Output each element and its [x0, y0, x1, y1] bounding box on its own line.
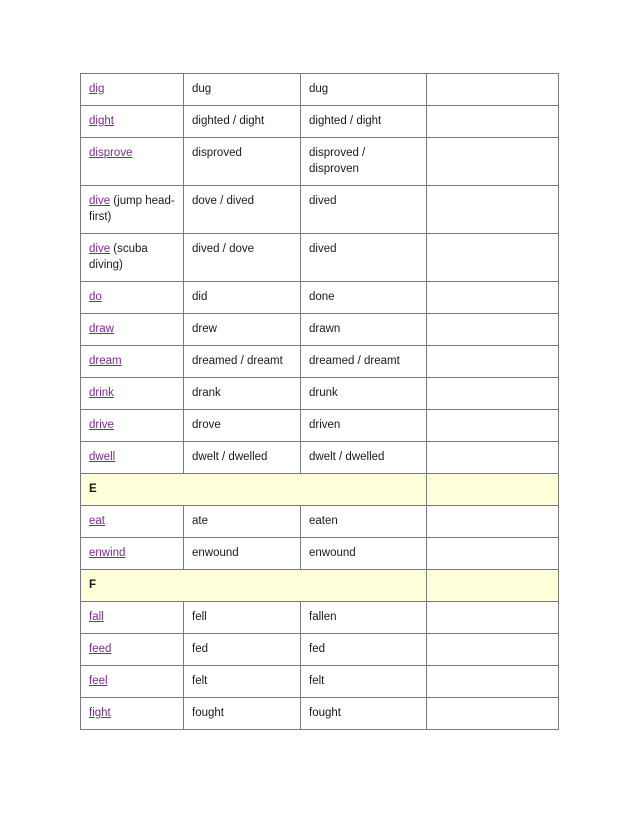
empty-cell — [427, 442, 559, 474]
past-participle-cell: drunk — [301, 378, 427, 410]
past-participle-cell: eaten — [301, 506, 427, 538]
base-form-cell — [81, 698, 184, 730]
past-participle-cell: dived — [301, 186, 427, 234]
empty-cell — [427, 570, 559, 602]
past-participle-cell: enwound — [301, 538, 427, 570]
base-form-cell — [81, 314, 184, 346]
table-row — [81, 74, 559, 106]
table-row — [81, 378, 559, 410]
past-participle-cell: dreamed / dreamt — [301, 346, 427, 378]
past-participle-cell: driven — [301, 410, 427, 442]
base-form-cell — [81, 346, 184, 378]
table-row — [81, 186, 559, 234]
empty-cell — [427, 314, 559, 346]
letter-section-row — [81, 570, 559, 602]
verb-link[interactable]: draw — [89, 323, 114, 335]
empty-cell — [427, 538, 559, 570]
empty-cell — [427, 602, 559, 634]
past-participle-cell: drawn — [301, 314, 427, 346]
table-row — [81, 442, 559, 474]
table-row — [81, 138, 559, 186]
verb-link[interactable]: do — [89, 291, 102, 303]
section-letter: F — [81, 570, 427, 602]
past-tense-cell: fell — [184, 602, 301, 634]
empty-cell — [427, 378, 559, 410]
past-participle-cell: dug — [301, 74, 427, 106]
table-row — [81, 698, 559, 730]
empty-cell — [427, 138, 559, 186]
past-tense-cell: enwound — [184, 538, 301, 570]
past-tense-cell: dived / dove — [184, 234, 301, 282]
empty-cell — [427, 74, 559, 106]
empty-cell — [427, 506, 559, 538]
past-tense-cell: fought — [184, 698, 301, 730]
table-row — [81, 346, 559, 378]
irregular-verbs-table — [80, 73, 559, 730]
empty-cell — [427, 106, 559, 138]
verb-link[interactable]: feed — [89, 643, 112, 655]
table-row — [81, 106, 559, 138]
verb-link[interactable]: dive — [89, 243, 111, 255]
table-row — [81, 666, 559, 698]
verb-link[interactable]: drink — [89, 387, 114, 399]
verb-link[interactable]: feel — [89, 675, 108, 687]
empty-cell — [427, 474, 559, 506]
verb-link[interactable]: drive — [89, 419, 114, 431]
base-form-cell: dive (scuba diving) — [81, 234, 184, 282]
past-tense-cell: drew — [184, 314, 301, 346]
past-tense-cell: dove / dived — [184, 186, 301, 234]
past-tense-cell: ate — [184, 506, 301, 538]
past-participle-cell: fallen — [301, 602, 427, 634]
base-form-cell: dive (jump head-first) — [81, 186, 184, 234]
verb-link[interactable]: fight — [89, 707, 111, 719]
past-participle-cell: fought — [301, 698, 427, 730]
past-tense-cell: disproved — [184, 138, 301, 186]
past-tense-cell: drove — [184, 410, 301, 442]
table-row — [81, 506, 559, 538]
verb-table-body — [81, 74, 559, 730]
verb-link[interactable]: dig — [89, 83, 105, 95]
verb-link[interactable]: enwind — [89, 547, 126, 559]
section-letter: E — [81, 474, 427, 506]
past-participle-cell: disproved / disproven — [301, 138, 427, 186]
past-participle-cell: dived — [301, 234, 427, 282]
past-participle-cell: felt — [301, 666, 427, 698]
base-form-cell — [81, 506, 184, 538]
empty-cell — [427, 346, 559, 378]
past-tense-cell: dighted / dight — [184, 106, 301, 138]
verb-link[interactable]: eat — [89, 515, 105, 527]
base-form-cell — [81, 538, 184, 570]
base-form-cell — [81, 378, 184, 410]
table-row — [81, 314, 559, 346]
empty-cell — [427, 282, 559, 314]
past-participle-cell: dighted / dight — [301, 106, 427, 138]
empty-cell — [427, 410, 559, 442]
verb-link[interactable]: dight — [89, 115, 114, 127]
past-tense-cell: dwelt / dwelled — [184, 442, 301, 474]
past-participle-cell: dwelt / dwelled — [301, 442, 427, 474]
verb-link[interactable]: dwell — [89, 451, 116, 463]
table-row — [81, 602, 559, 634]
table-row — [81, 538, 559, 570]
base-form-cell — [81, 666, 184, 698]
base-form-cell — [81, 106, 184, 138]
empty-cell — [427, 634, 559, 666]
past-tense-cell: felt — [184, 666, 301, 698]
empty-cell — [427, 186, 559, 234]
base-form-cell — [81, 282, 184, 314]
base-form-cell — [81, 74, 184, 106]
verb-link[interactable]: dive — [89, 195, 111, 207]
table-row — [81, 410, 559, 442]
base-form-cell — [81, 138, 184, 186]
verb-link[interactable]: dream — [89, 355, 122, 367]
table-row — [81, 282, 559, 314]
base-form-cell — [81, 442, 184, 474]
past-participle-cell: done — [301, 282, 427, 314]
verb-link[interactable]: fall — [89, 611, 104, 623]
past-participle-cell: fed — [301, 634, 427, 666]
empty-cell — [427, 698, 559, 730]
table-row — [81, 634, 559, 666]
past-tense-cell: did — [184, 282, 301, 314]
past-tense-cell: dreamed / dreamt — [184, 346, 301, 378]
table-row — [81, 234, 559, 282]
empty-cell — [427, 234, 559, 282]
base-form-cell — [81, 634, 184, 666]
base-form-cell — [81, 410, 184, 442]
verb-link[interactable]: disprove — [89, 147, 133, 159]
past-tense-cell: drank — [184, 378, 301, 410]
base-form-cell — [81, 602, 184, 634]
empty-cell — [427, 666, 559, 698]
past-tense-cell: dug — [184, 74, 301, 106]
letter-section-row — [81, 474, 559, 506]
past-tense-cell: fed — [184, 634, 301, 666]
